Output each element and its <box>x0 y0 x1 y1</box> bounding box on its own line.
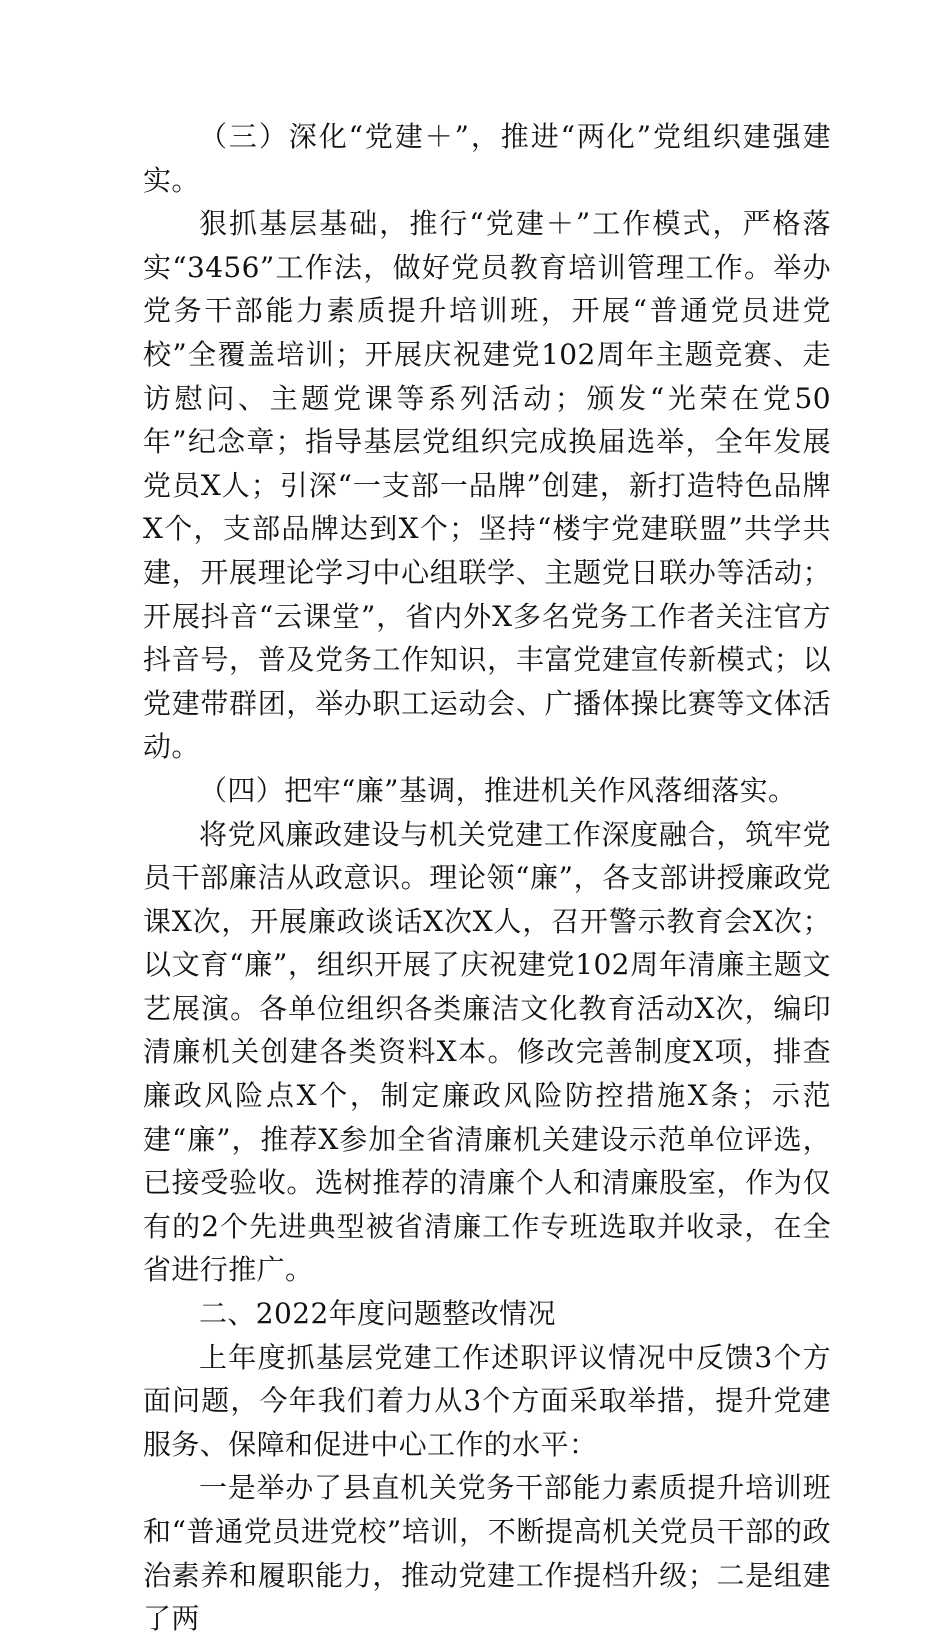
body-paragraph: 一是举办了县直机关党务干部能力素质提升培训班和“普通党员进党校”培训，不断提高机关党员干部的政治素养和履职能力，推动党建工作提档升级；二是组建了两 <box>143 1471 831 1636</box>
section-heading-4: （四）把牢“廉”基调，推进机关作风落细落实。 <box>199 773 797 807</box>
document-body <box>143 115 831 1641</box>
body-paragraph: 上年度抓基层党建工作述职评议情况中反馈3个方面问题，今年我们着力从3个方面采取举措，提升党建服务、保障和促进中心工作的水平： <box>143 1340 831 1461</box>
body-paragraph: 将党风廉政建设与机关党建工作深度融合，筑牢党员干部廉洁从政意识。理论领“廉”，各支部讲授廉政党课X次，开展廉政谈话X次X人，召开警示教育会X次；以文育“廉”，组织开展了庆祝建党102周年清廉主题文艺展演。各单位组织各类廉洁文化教育活动X次，编印清廉机关创建各类资料X本。修改完善制度X项，排查廉政风险点X个，制定廉政风险防控措施X条；示范建“廉”，推荐X参加全省清廉机关建设示范单位评选，已接受验收。选树推荐的清廉个人和清廉股室，作为仅有的2个先进典型被省清廉工作专班选取并收录，在全省进行推广。 <box>143 817 831 1287</box>
body-paragraph: 狠抓基层基础，推行“党建＋”工作模式，严格落实“3456”工作法，做好党员教育培训管理工作。举办党务干部能力素质提升培训班，开展“普通党员进党校”全覆盖培训；开展庆祝建党102周年主题竞赛、走访慰问、主题党课等系列活动；颁发“光荣在党50年”纪念章；指导基层党组织完成换届选举，全年发展党员X人；引深“一支部一品牌”创建，新打造特色品牌X个，支部品牌达到X个；坚持“楼宇党建联盟”共学共建，开展理论学习中心组联学、主题党日联办等活动；开展抖音“云课堂”，省内外X多名党务工作者关注官方抖音号，普及党务工作知识，丰富党建宣传新模式；以党建带群团，举办职工运动会、广播体操比赛等文体活动。 <box>143 207 831 764</box>
section-heading-2: 二、2022年度问题整改情况 <box>199 1297 556 1331</box>
section-heading-3: （三）深化“党建＋”，推进“两化”党组织建强建实。 <box>143 120 831 197</box>
